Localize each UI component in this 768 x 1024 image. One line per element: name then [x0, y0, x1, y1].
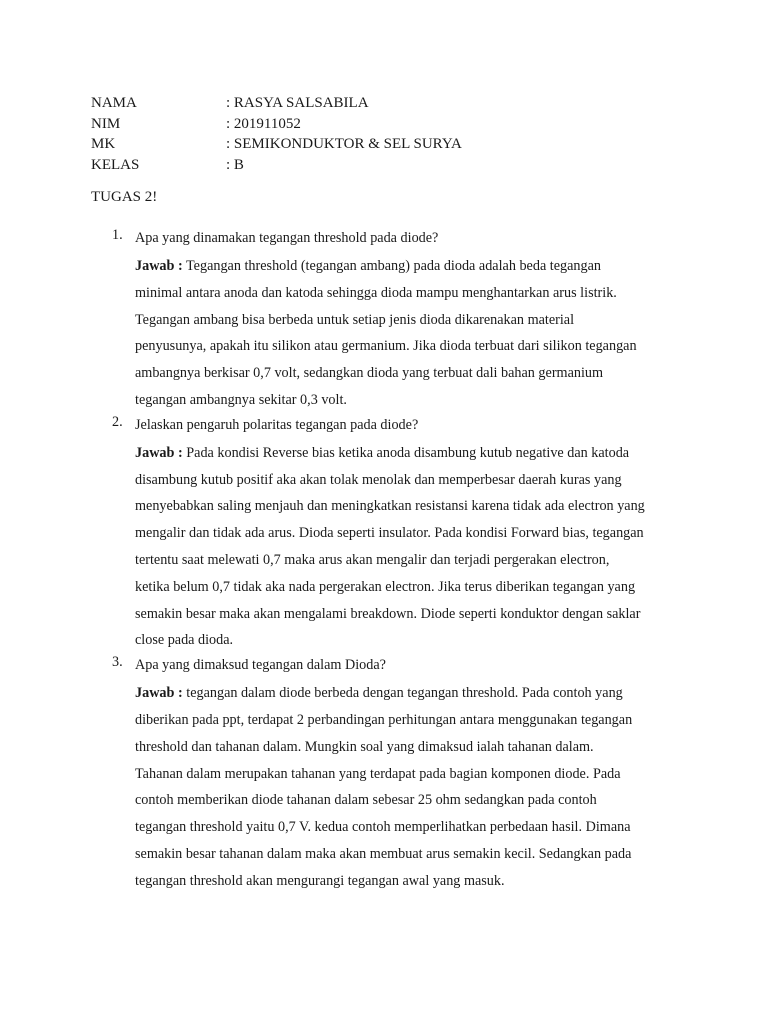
answer-line: minimal antara anoda dan katoda sehingga dioda mampu menghantarkan arus listrik. — [135, 284, 617, 301]
header-label: NAMA — [91, 95, 137, 111]
answer-line — [135, 440, 691, 467]
header-label: KELAS — [91, 156, 140, 173]
answer-text: Pada kondisi Reverse bias ketika anoda disambung kutub negative dan katoda — [186, 444, 630, 461]
answer-line: disambung kutub positif aka akan tolak menolak dan memperbesar daerah kuras yang — [135, 471, 622, 488]
answer-block — [135, 440, 691, 654]
header-row-name — [91, 93, 462, 114]
header-row-nim — [91, 114, 462, 135]
answer-block — [135, 253, 691, 414]
answer-line: mengalir dan tidak ada arus. Dioda seperti insulator. Pada kondisi Forward bias, tegangan — [135, 525, 644, 542]
question-item-2 — [91, 414, 691, 654]
answer-line: contoh memberikan diode tahanan dalam sebesar 25 ohm sedangkan pada contoh — [135, 792, 597, 809]
header-value: : SEMIKONDUKTOR & SEL SURYA — [226, 136, 462, 152]
header-label: MK — [91, 136, 116, 152]
answer-line: tegangan threshold yaitu 0,7 V. kedua contoh memperlihatkan perbedaan hasil. Dimana — [135, 819, 631, 836]
header-value: : B — [226, 156, 244, 173]
answer-line: diberikan pada ppt, terdapat 2 perbandingan perhitungan antara menggunakan tegangan — [135, 711, 633, 728]
answer-label: Jawab : — [135, 685, 183, 702]
header-label: NIM — [91, 115, 121, 132]
answer-line: penyusunya, apakah itu silikon atau germanium. Jika dioda terbuat dari silikon tegangan — [135, 338, 637, 355]
answer-line: semakin besar tahanan dalam maka akan membuat arus semakin kecil. Sedangkan pada — [135, 845, 632, 862]
question-text: Jelaskan pengaruh polaritas tegangan pada diode? — [135, 416, 419, 433]
answer-line: menyebabkan saling menjauh dan meningkatkan resistansi karena tidak ada electron yang — [135, 498, 645, 515]
answer-line — [135, 253, 691, 280]
question-text: Apa yang dimaksud tegangan dalam Dioda? — [135, 657, 386, 674]
header-row-course — [91, 134, 462, 155]
answer-label: Jawab : — [135, 258, 183, 274]
header-value: : RASYA SALSABILA — [226, 95, 369, 111]
question-number: 3. — [112, 654, 123, 671]
answer-line: close pada dioda. — [135, 632, 234, 649]
answer-block — [135, 680, 691, 894]
answer-text: Tegangan threshold (tegangan ambang) pada dioda adalah beda tegangan — [186, 258, 601, 274]
question-item-3 — [91, 654, 691, 894]
question-list — [91, 227, 691, 895]
question-number: 2. — [112, 413, 123, 430]
answer-line: threshold dan tahanan dalam. Mungkin soal yang dimaksud ialah tahanan dalam. — [135, 738, 594, 755]
question-item-1 — [91, 227, 691, 414]
answer-line: Tahanan dalam merupakan tahanan yang terdapat pada bagian komponen diode. Pada — [135, 765, 621, 782]
task-title: TUGAS 2! — [91, 189, 158, 205]
answer-label: Jawab : — [135, 444, 183, 461]
answer-line: tegangan threshold akan mengurangi tegangan awal yang masuk. — [135, 872, 505, 889]
answer-line: semakin besar maka akan mengalami breakdown. Diode seperti konduktor dengan saklar — [135, 605, 641, 622]
question-text: Apa yang dinamakan tegangan threshold pada diode? — [135, 230, 439, 246]
answer-line: ambangnya berkisar 0,7 volt, sedangkan dioda yang terbuat dali bahan germanium — [135, 365, 604, 382]
answer-text: tegangan dalam diode berbeda dengan tegangan threshold. Pada contoh yang — [186, 685, 623, 702]
question-number: 1. — [112, 227, 123, 243]
answer-line: tegangan ambangnya sekitar 0,3 volt. — [135, 391, 347, 408]
answer-line: ketika belum 0,7 tidak aka nada pergerakan electron. Jika terus diberikan tegangan yang — [135, 578, 636, 595]
answer-line: Tegangan ambang bisa berbeda untuk setiap jenis dioda dikarenakan material — [135, 311, 575, 328]
header-row-class — [91, 155, 462, 176]
header-value: : 201911052 — [226, 115, 301, 132]
answer-line: tertentu saat melewati 0,7 maka arus akan mengalir dan terjadi pergerakan electron, — [135, 551, 610, 568]
answer-line — [135, 680, 691, 707]
student-info-header — [91, 93, 462, 175]
